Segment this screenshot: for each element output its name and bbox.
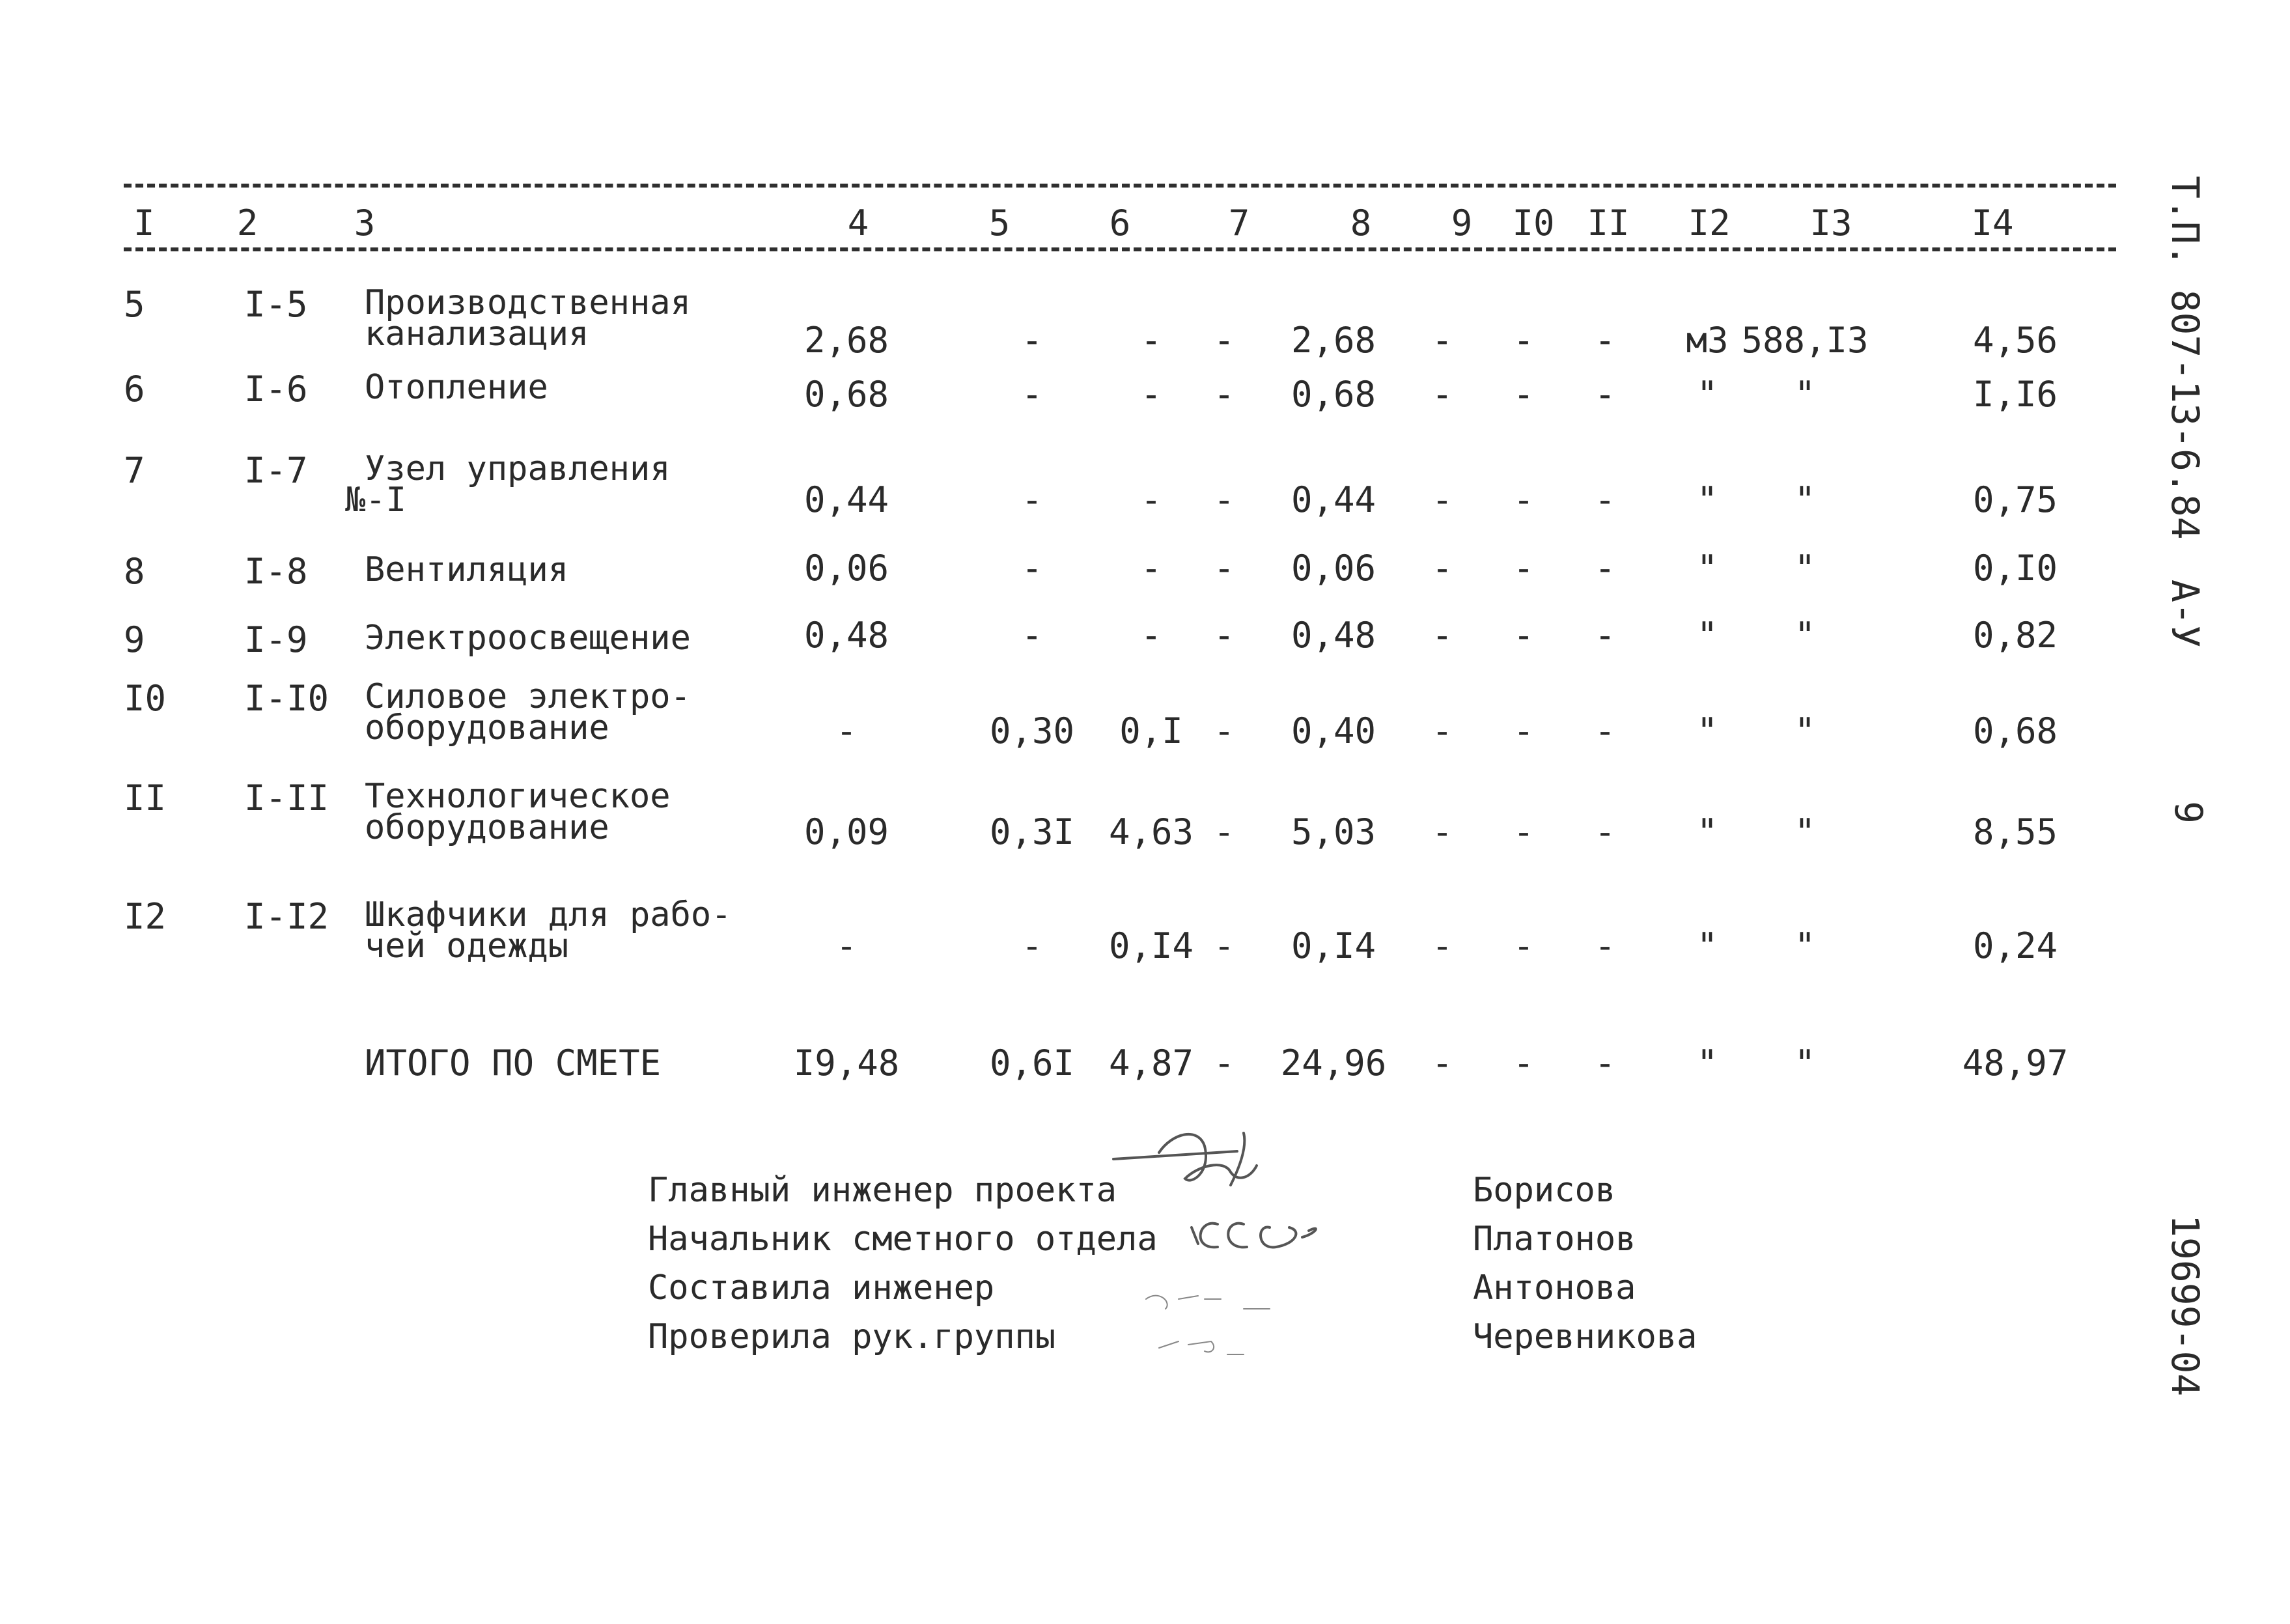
- row-number: 7: [124, 450, 145, 491]
- row-cell-col9: -: [1431, 925, 1453, 966]
- row-code: I-8: [244, 551, 308, 592]
- row-code: I-II: [244, 777, 329, 819]
- signature-role: Главный инженер проекта: [648, 1171, 1117, 1210]
- row-cell-col6: 0,I4: [1108, 925, 1194, 966]
- column-header-7: 7: [1228, 203, 1250, 244]
- column-header-3: 3: [354, 203, 376, 244]
- row-cell-col6: -: [1140, 479, 1162, 520]
- total-cell-col6: 4,87: [1108, 1043, 1194, 1084]
- row-cell-col8: 5,03: [1291, 811, 1376, 852]
- row-cell-col9: -: [1431, 320, 1453, 361]
- total-cell-col7: -: [1213, 1043, 1235, 1084]
- row-cell-col12: ": [1696, 615, 1718, 656]
- column-header-13: I3: [1809, 203, 1852, 244]
- doc-code-vertical: Т.П. 807-13-6.84: [2163, 176, 2207, 540]
- row-cell-col12: ": [1696, 811, 1718, 852]
- row-cell-col5: 0,30: [989, 710, 1075, 751]
- header-bottom-rule: [124, 247, 2116, 251]
- row-code: I-5: [244, 284, 308, 325]
- row-cell-col14: 0,75: [1972, 479, 2058, 520]
- row-cell-col7: -: [1213, 479, 1235, 520]
- row-cell-col11: -: [1594, 615, 1616, 656]
- row-description: Узел управления: [365, 449, 671, 488]
- column-header-6: 6: [1109, 203, 1131, 244]
- row-number: I2: [124, 896, 167, 937]
- row-cell-col9: -: [1431, 710, 1453, 751]
- row-description: оборудование: [365, 808, 609, 847]
- row-cell-col14: 0,I0: [1972, 548, 2058, 589]
- row-cell-col11: -: [1594, 320, 1616, 361]
- column-header-5: 5: [988, 203, 1011, 244]
- handwritten-signatures: [1107, 1120, 1459, 1407]
- total-cell-col13: ": [1794, 1043, 1816, 1084]
- row-cell-col8: 0,I4: [1291, 925, 1376, 966]
- row-cell-col14: 0,82: [1972, 615, 2058, 656]
- row-cell-col4: 2,68: [803, 320, 889, 361]
- total-cell-col12: ": [1696, 1043, 1718, 1084]
- total-cell-col8: 24,96: [1280, 1043, 1387, 1084]
- row-cell-col11: -: [1594, 548, 1616, 589]
- row-number: II: [124, 777, 167, 819]
- column-header-2: 2: [236, 203, 258, 244]
- row-cell-col6: -: [1140, 548, 1162, 589]
- row-cell-col14: I,I6: [1972, 374, 2058, 415]
- row-description: Отопление: [365, 368, 548, 407]
- row-code: I-6: [244, 369, 308, 410]
- total-cell-col9: -: [1431, 1043, 1453, 1084]
- row-code: I-9: [244, 619, 308, 660]
- row-cell-col7: -: [1213, 925, 1235, 966]
- row-cell-col6: -: [1140, 374, 1162, 415]
- row-cell-col12: ": [1696, 479, 1718, 520]
- row-description: Технологическое: [365, 777, 671, 816]
- row-cell-col11: -: [1594, 811, 1616, 852]
- row-cell-col10: -: [1513, 548, 1535, 589]
- row-cell-col7: -: [1213, 615, 1235, 656]
- row-cell-col13: ": [1794, 615, 1816, 656]
- row-cell-col9: -: [1431, 615, 1453, 656]
- row-cell-col13: ": [1794, 479, 1816, 520]
- row-description: Вентиляция: [365, 550, 569, 589]
- row-cell-col9: -: [1431, 548, 1453, 589]
- row-cell-col10: -: [1513, 811, 1535, 852]
- row-cell-col5: -: [1021, 925, 1043, 966]
- column-header-1: I: [133, 203, 155, 244]
- row-cell-col5: -: [1021, 479, 1043, 520]
- row-cell-col13: ": [1794, 811, 1816, 852]
- row-cell-col6: -: [1140, 615, 1162, 656]
- row-cell-col8: 0,48: [1291, 615, 1376, 656]
- row-number: 6: [124, 369, 145, 410]
- row-cell-col10: -: [1513, 320, 1535, 361]
- row-description: чей одежды: [365, 927, 569, 966]
- signature-name: Антонова: [1473, 1268, 1636, 1308]
- signature-role: Составила инженер: [648, 1268, 995, 1308]
- signature-name: Черевникова: [1473, 1317, 1697, 1356]
- total-cell-col14: 48,97: [1962, 1043, 2069, 1084]
- row-cell-col5: -: [1021, 615, 1043, 656]
- row-cell-col10: -: [1513, 374, 1535, 415]
- row-cell-col4: 0,68: [803, 374, 889, 415]
- row-description: Силовое электро-: [365, 677, 691, 716]
- row-description: №-I: [345, 481, 406, 520]
- row-cell-col14: 0,24: [1972, 925, 2058, 966]
- row-cell-col8: 0,06: [1291, 548, 1376, 589]
- row-cell-col10: -: [1513, 615, 1535, 656]
- inventory-number-vertical: 19699-04: [2163, 1214, 2207, 1397]
- row-cell-col5: -: [1021, 548, 1043, 589]
- row-cell-col8: 0,44: [1291, 479, 1376, 520]
- row-cell-col12: ": [1696, 548, 1718, 589]
- row-cell-col10: -: [1513, 479, 1535, 520]
- row-cell-col10: -: [1513, 710, 1535, 751]
- row-cell-col11: -: [1594, 925, 1616, 966]
- column-header-12: I2: [1688, 203, 1731, 244]
- column-header-4: 4: [847, 203, 869, 244]
- total-cell-col11: -: [1594, 1043, 1616, 1084]
- row-cell-col4: 0,44: [803, 479, 889, 520]
- row-cell-col6: 0,I: [1119, 710, 1183, 751]
- row-cell-col4: 0,48: [803, 615, 889, 656]
- row-cell-col8: 0,68: [1291, 374, 1376, 415]
- row-description: Электроосвещение: [365, 619, 691, 658]
- row-cell-col13: 588,I3: [1741, 320, 1869, 361]
- row-cell-col11: -: [1594, 374, 1616, 415]
- row-code: I-I0: [244, 678, 329, 719]
- row-cell-col11: -: [1594, 479, 1616, 520]
- total-cell-col10: -: [1513, 1043, 1535, 1084]
- total-label: ИТОГО ПО СМЕТЕ: [365, 1043, 662, 1084]
- signature-name: Борисов: [1473, 1171, 1616, 1210]
- total-cell-col5: 0,6I: [989, 1043, 1075, 1084]
- page-number-vertical: 9: [2166, 801, 2211, 824]
- row-cell-col12: м3: [1686, 320, 1729, 361]
- row-number: 5: [124, 284, 145, 325]
- row-cell-col7: -: [1213, 320, 1235, 361]
- row-cell-col12: ": [1696, 710, 1718, 751]
- column-header-9: 9: [1451, 203, 1473, 244]
- row-code: I-I2: [244, 896, 329, 937]
- row-description: канализация: [365, 315, 589, 354]
- row-cell-col9: -: [1431, 374, 1453, 415]
- album-vertical: А-У: [2163, 580, 2207, 648]
- row-description: Шкафчики для рабо-: [365, 895, 732, 934]
- row-description: Производственная: [365, 283, 691, 322]
- row-cell-col5: 0,3I: [989, 811, 1075, 852]
- row-cell-col12: ": [1696, 925, 1718, 966]
- row-cell-col4: 0,09: [803, 811, 889, 852]
- row-cell-col5: -: [1021, 374, 1043, 415]
- row-cell-col13: ": [1794, 925, 1816, 966]
- header-top-rule: [124, 184, 2116, 188]
- signature-role: Проверила рук.группы: [648, 1317, 1056, 1356]
- row-code: I-7: [244, 450, 308, 491]
- row-cell-col13: ": [1794, 374, 1816, 415]
- row-cell-col14: 0,68: [1972, 710, 2058, 751]
- row-cell-col6: 4,63: [1108, 811, 1194, 852]
- signature-role: Начальник сметного отдела: [648, 1220, 1158, 1259]
- row-cell-col4: -: [835, 925, 858, 966]
- column-header-14: I4: [1971, 203, 2014, 244]
- row-description: оборудование: [365, 708, 609, 748]
- row-cell-col4: 0,06: [803, 548, 889, 589]
- column-header-11: II: [1587, 203, 1630, 244]
- signature-name: Платонов: [1473, 1220, 1636, 1259]
- row-cell-col9: -: [1431, 811, 1453, 852]
- row-cell-col12: ": [1696, 374, 1718, 415]
- row-number: 8: [124, 551, 145, 592]
- row-cell-col8: 2,68: [1291, 320, 1376, 361]
- row-cell-col14: 4,56: [1972, 320, 2058, 361]
- column-header-10: I0: [1512, 203, 1555, 244]
- row-cell-col6: -: [1140, 320, 1162, 361]
- row-cell-col7: -: [1213, 811, 1235, 852]
- row-cell-col8: 0,40: [1291, 710, 1376, 751]
- total-cell-col4: I9,48: [793, 1043, 900, 1084]
- row-cell-col13: ": [1794, 710, 1816, 751]
- row-cell-col9: -: [1431, 479, 1453, 520]
- row-cell-col4: -: [835, 710, 858, 751]
- row-cell-col10: -: [1513, 925, 1535, 966]
- row-number: I0: [124, 678, 167, 719]
- row-cell-col13: ": [1794, 548, 1816, 589]
- row-cell-col11: -: [1594, 710, 1616, 751]
- row-cell-col7: -: [1213, 710, 1235, 751]
- row-cell-col14: 8,55: [1972, 811, 2058, 852]
- row-cell-col7: -: [1213, 374, 1235, 415]
- column-header-8: 8: [1350, 203, 1372, 244]
- row-number: 9: [124, 619, 145, 660]
- row-cell-col5: -: [1021, 320, 1043, 361]
- row-cell-col7: -: [1213, 548, 1235, 589]
